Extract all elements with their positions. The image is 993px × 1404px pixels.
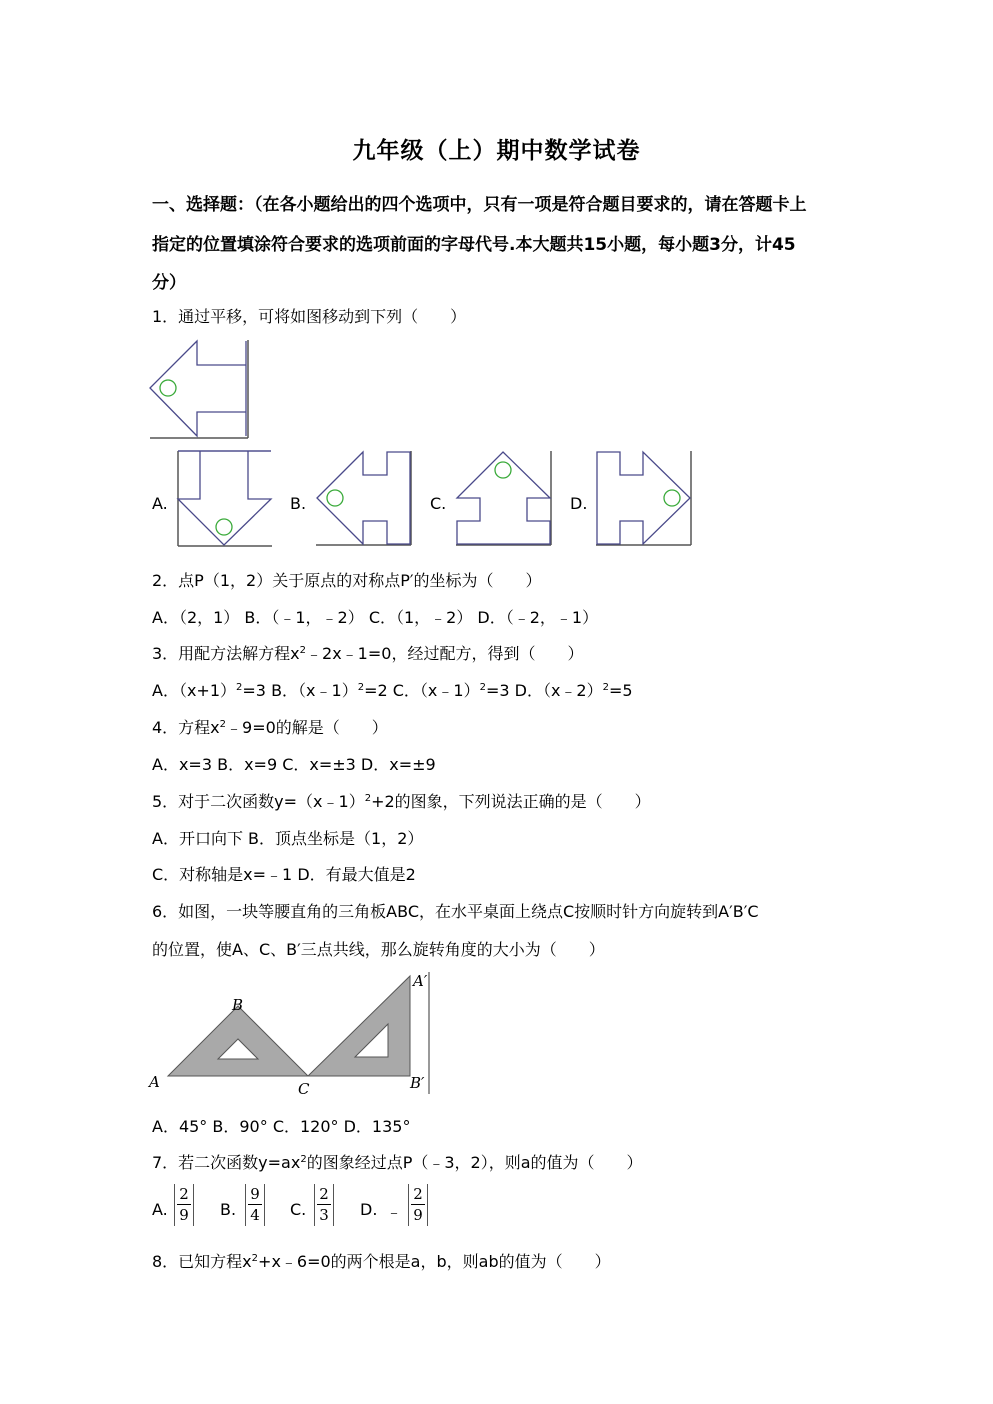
q7-label-b: B. [220, 1200, 237, 1219]
q3-stem: 3．用配方法解方程$x^2﹣2x﹣1=0$，经过配方，得到（ ） [152, 644, 584, 663]
q6-triangle-figure [148, 970, 438, 1100]
q4-options: A．x=3 B．x=9 C．x=±3 D．x=±9 [152, 755, 436, 774]
label-c: C [298, 1080, 310, 1098]
q1-label-a: A. [152, 494, 168, 513]
q7-stem: 7．若二次函数$y=ax^2$的图象经过点P（﹣3，2），则a的值为（ ） [152, 1153, 643, 1172]
label-b: B [232, 996, 244, 1014]
q7-option-d-minus: ﹣ [386, 1202, 403, 1221]
q2-options: A．（2，1） B．（﹣1，﹣2） C．（1，﹣2） D．（﹣2，﹣1） [152, 608, 599, 627]
q1-option-c-figure [456, 451, 552, 547]
q1-option-b-figure [316, 451, 412, 547]
label-b-prime: B′ [410, 1074, 425, 1092]
q1-circle [160, 380, 176, 396]
q1-stem: 1．通过平移，可将如图移动到下列（ ） [152, 307, 467, 326]
q3-options: A．$(x+1)^2=3$ B．（x﹣1）$^2$=2 C．（x﹣1）$^2$=3 D．（x﹣2）$^2$=5 [152, 681, 633, 700]
q6-stem-line2: 的位置，使A、C、B′三点共线，那么旋转角度的大小为（ ） [152, 940, 605, 959]
q1-label-d: D. [570, 494, 588, 513]
q7-label-c: C. [290, 1200, 307, 1219]
q6-options: A．45° B．90° C．120° D．135° [152, 1117, 411, 1136]
q8-stem: 8．已知方程$x^2+x﹣6=0$的两个根是a，b，则ab的值为（ ） [152, 1252, 611, 1271]
q7-label-d: D. [360, 1200, 378, 1219]
q1-original-figure [150, 340, 250, 440]
q4-stem: 4．方程$x^2﹣9=0$的解是（ ） [152, 718, 388, 737]
page-title: 九年级（上）期中数学试卷 [352, 137, 641, 164]
q5-options-line2: C．对称轴是x=﹣1 D．有最大值是2 [152, 865, 416, 884]
section-instruction-line2: 指定的位置填涂符合要求的选项前面的字母代号.本大题共15小题，每小题3分，计45 [152, 235, 796, 255]
q5-options-line1: A．开口向下 B．顶点坐标是（1，2） [152, 829, 424, 848]
q7-label-a: A. [152, 1200, 168, 1219]
q1-option-a-figure [177, 451, 273, 547]
q1-label-c: C. [430, 494, 447, 513]
q6-stem-line1: 6．如图，一块等腰直角的三角板ABC，在水平桌面上绕点C按顺时针方向旋转到A′B′C [152, 902, 759, 921]
q5-stem: 5．对于二次函数y=（x﹣1）$^2$+2的图象，下列说法正确的是（ ） [152, 792, 651, 811]
q1-option-d-figure [596, 451, 692, 547]
q1-label-b: B. [290, 494, 307, 513]
label-a: A [149, 1073, 160, 1091]
section-instruction-line3: 分） [152, 273, 186, 293]
triangle-a-prime-b-prime-c [308, 976, 410, 1076]
section-instruction-line1: 一、选择题：（在各小题给出的四个选项中，只有一项是符合题目要求的，请在答题卡上 [152, 195, 807, 215]
q2-stem: 2．点P（1，2）关于原点的对称点P′的坐标为（ ） [152, 571, 542, 590]
label-a-prime: A′ [413, 972, 428, 990]
